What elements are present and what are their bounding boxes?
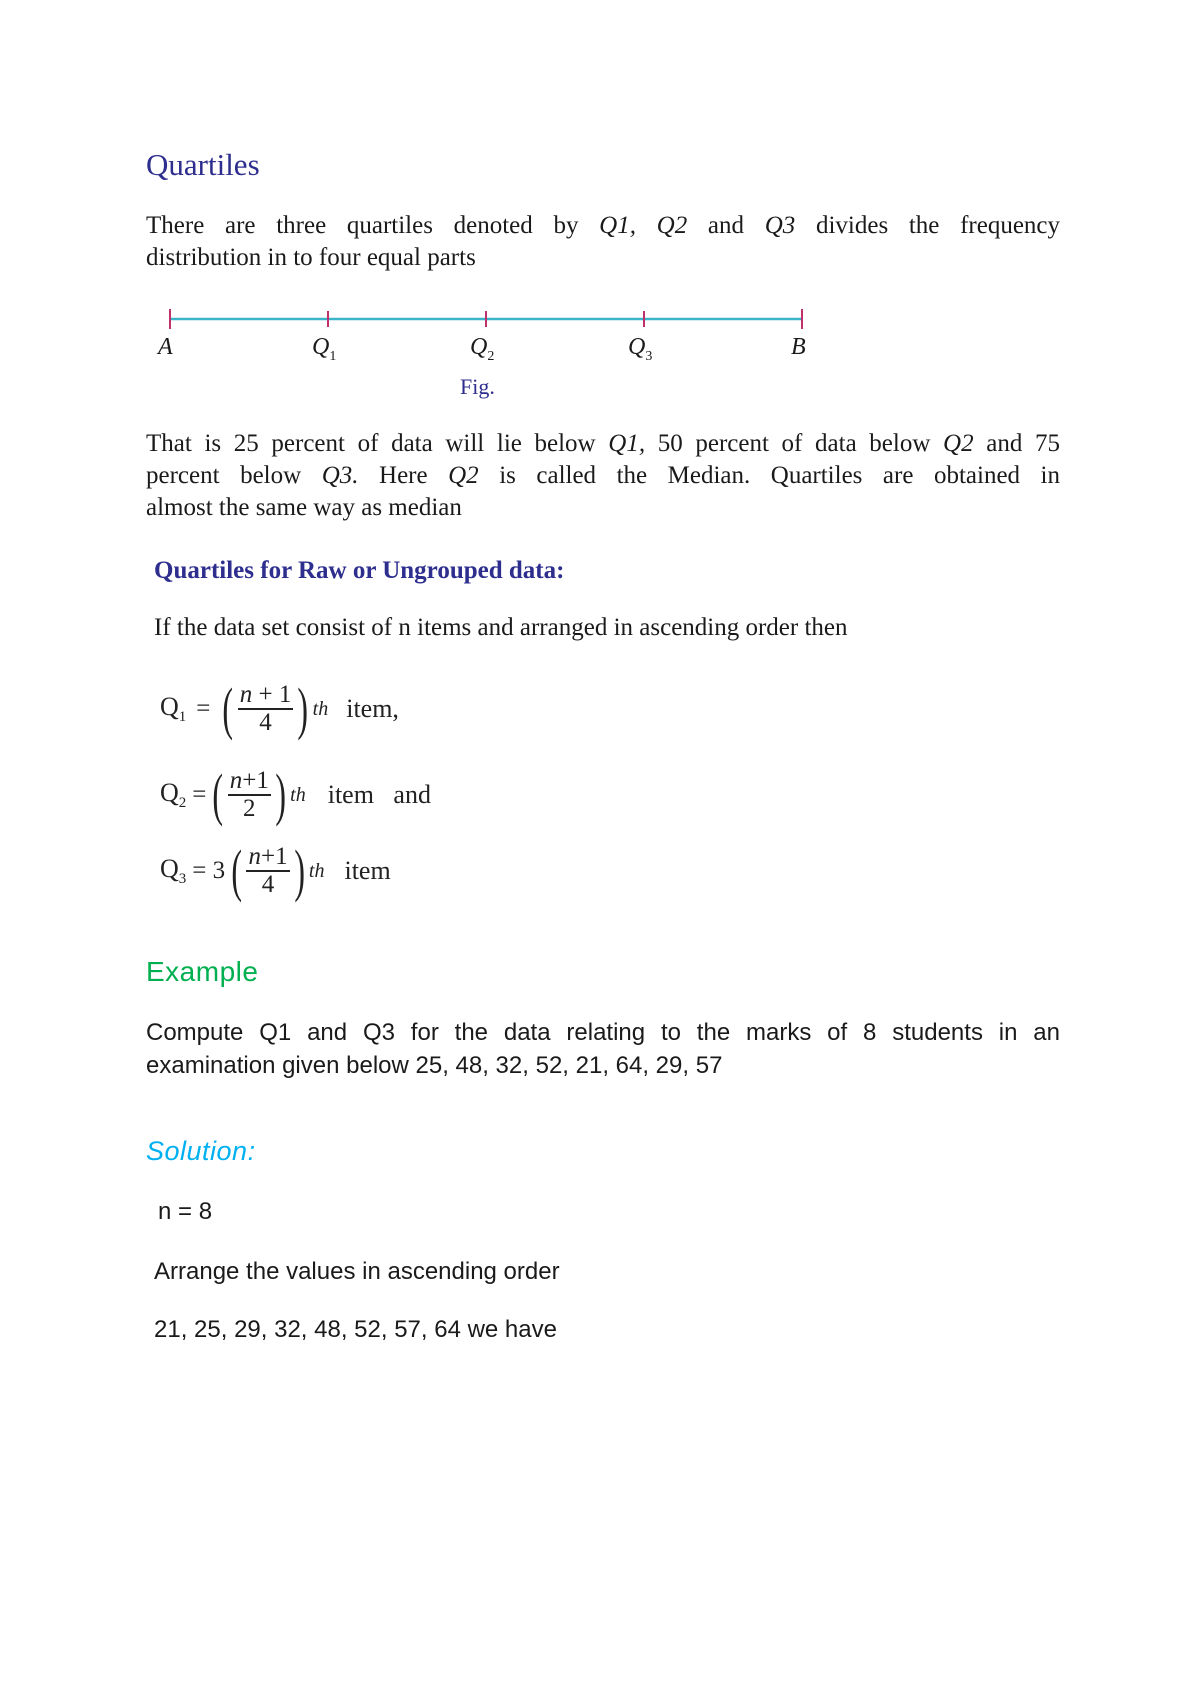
intro-line-2: distribution in to four equal parts <box>146 244 476 271</box>
explanation-line-2: percent below Q3. Here Q2 is called the Median. Quartiles are obtained in <box>146 462 1060 489</box>
formula-q1-fraction: $\frac{n + 1}{4}$ <box>239 681 292 736</box>
intro-line-1: There are three quartiles denoted by Q1, Q2 and Q3 divides the frequency <box>146 212 1061 239</box>
label-q3: $Q_3$ <box>628 334 653 364</box>
solution-n: n = 8 <box>158 1198 213 1225</box>
label-b: B <box>791 334 806 360</box>
label-a: A <box>158 334 173 360</box>
example-paragraph <box>146 1016 1060 1082</box>
explanation-paragraph <box>146 428 1060 524</box>
label-q2: $Q_2$ <box>470 334 495 364</box>
example-heading: Example <box>146 956 259 987</box>
formula-q3-symbol: $Q_3$ <box>160 853 187 888</box>
page-title: Quartiles <box>146 147 260 182</box>
quartile-number-line <box>150 304 830 334</box>
raw-data-intro: If the data set consist of n items and arranged in ascending order then <box>154 614 848 641</box>
solution-sorted: 21, 25, 29, 32, 48, 52, 57, 64 we have <box>154 1316 557 1343</box>
explanation-line-1: That is 25 percent of data will lie below Q1, 50 percent of data below Q2 and 75 <box>146 430 1060 457</box>
explanation-line-3: almost the same way as median <box>146 494 462 521</box>
solution-heading: Solution: <box>146 1136 256 1166</box>
formula-q3: $Q_3$ = 3 ( $\frac{n+1}{4}$ ) th item <box>160 838 391 903</box>
solution-arrange: Arrange the values in ascending order <box>154 1258 560 1285</box>
raw-data-heading: Quartiles for Raw or Ungrouped data: <box>154 557 565 584</box>
example-line-2: examination given below 25, 48, 32, 52, 21, 64, 29, 57 <box>146 1052 723 1079</box>
example-line-1: Compute Q1 and Q3 for the data relating to the marks of 8 students in an <box>146 1019 1060 1046</box>
quartile-figure <box>150 304 830 404</box>
formula-q1-symbol: $Q_1$ <box>160 691 187 726</box>
formula-q2-symbol: $Q_2$ <box>160 777 187 812</box>
formula-q2-fraction: $\frac{n+1}{2}$ <box>229 767 269 822</box>
formula-q2: $Q_2$ = ( $\frac{n+1}{2}$ ) th item and <box>160 762 431 827</box>
intro-paragraph <box>146 210 1060 274</box>
label-q1: $Q_1$ <box>312 334 337 364</box>
figure-caption: Fig. <box>460 374 495 399</box>
formula-q3-fraction: $\frac{n+1}{4}$ <box>248 843 288 898</box>
formula-q1: $Q_1$ = ( $\frac{n + 1}{4}$ ) th item, <box>160 676 399 741</box>
